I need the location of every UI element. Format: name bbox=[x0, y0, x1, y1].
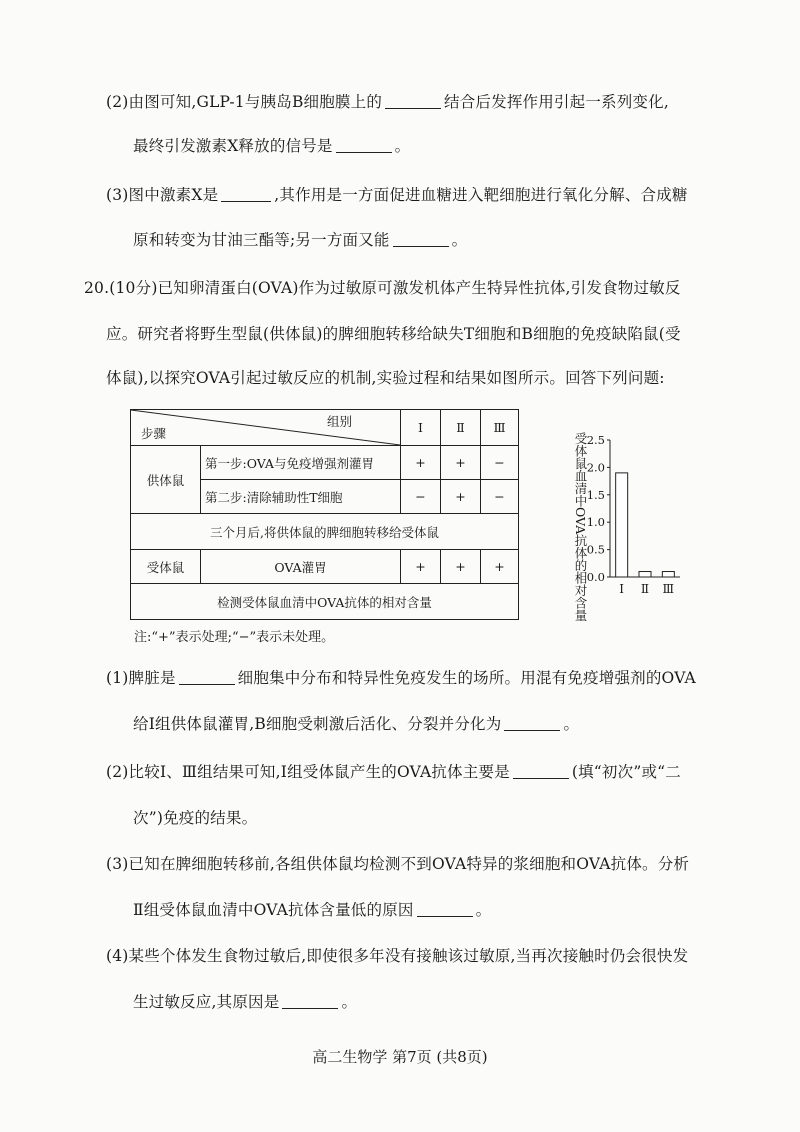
header-step-label: 步骤 bbox=[141, 426, 167, 441]
q20-intro-line2: 应。研究者将野生型鼠(供体鼠)的脾细胞转移给缺失T细胞和B细胞的免疫缺陷鼠(受 bbox=[106, 325, 681, 343]
text: 细胞集中分布和特异性免疫发生的场所。用混有免疫增强剂的OVA bbox=[237, 669, 696, 687]
y-tick-label: 1.5 bbox=[586, 487, 605, 502]
answer-blank[interactable] bbox=[393, 231, 449, 248]
text: 给Ⅰ组供体鼠灌胃,B细胞受刺激后活化、分裂并分化为 bbox=[133, 715, 502, 733]
recipient-mark-2: + bbox=[441, 550, 481, 584]
text: 。 bbox=[394, 137, 411, 155]
answer-blank[interactable] bbox=[221, 186, 271, 203]
step1-mark-1: + bbox=[401, 446, 441, 480]
x-tick-label: Ⅰ bbox=[619, 582, 625, 596]
answer-blank[interactable] bbox=[385, 93, 441, 110]
answer-blank[interactable] bbox=[179, 669, 235, 686]
text: (2)由图可知,GLP-1与胰岛B细胞膜上的 bbox=[106, 93, 383, 111]
answer-blank[interactable] bbox=[282, 993, 338, 1010]
step1-mark-3: − bbox=[481, 446, 519, 480]
answer-blank[interactable] bbox=[417, 901, 473, 918]
x-tick-label: Ⅱ bbox=[640, 582, 650, 596]
text: 。 bbox=[451, 231, 468, 249]
q20-part2-line1 bbox=[106, 760, 681, 782]
text: 。 bbox=[475, 901, 492, 919]
step2-mark-2: + bbox=[441, 480, 481, 514]
text: 。 bbox=[563, 715, 580, 733]
text: (填“初次”或“二 bbox=[571, 763, 681, 781]
text: (3)图中激素X是 bbox=[106, 186, 219, 204]
text: (1)脾脏是 bbox=[106, 669, 176, 687]
answer-blank[interactable] bbox=[336, 137, 392, 154]
text: (2)比较Ⅰ、Ⅲ组结果可知,Ⅰ组受体鼠产生的OVA抗体主要是 bbox=[106, 763, 510, 781]
group-header-3: Ⅲ bbox=[481, 410, 519, 446]
text: 原和转变为甘油三酯等;另一方面又能 bbox=[133, 231, 390, 249]
q20-part4-line2 bbox=[133, 990, 357, 1012]
q20-part3-line2 bbox=[133, 898, 491, 920]
text: ,其作用是一方面促进血糖进入靶细胞进行氧化分解、合成糖 bbox=[274, 186, 688, 204]
group-header-2: Ⅱ bbox=[441, 410, 481, 446]
text: 。 bbox=[341, 993, 358, 1011]
header-group-label: 组别 bbox=[326, 414, 352, 429]
recipient-label: 受体鼠 bbox=[131, 550, 201, 584]
y-tick-label: 2.0 bbox=[586, 460, 605, 475]
y-tick-label: 2.5 bbox=[586, 433, 605, 447]
bar-1 bbox=[616, 473, 628, 577]
step2-mark-1: − bbox=[401, 480, 441, 514]
table-note: 注:“+”表示处理;“−”表示未处理。 bbox=[134, 630, 335, 645]
recipient-step-label: OVA灌胃 bbox=[201, 550, 401, 584]
detect-row: 检测受体鼠血清中OVA抗体的相对含量 bbox=[131, 584, 519, 620]
table-header-diagonal bbox=[131, 410, 401, 446]
q20-part3-line1: (3)已知在脾细胞转移前,各组供体鼠均检测不到OVA特异的浆细胞和OVA抗体。分析 bbox=[106, 855, 690, 873]
step1-label: 第一步:OVA与免疫增强剂灌胃 bbox=[201, 446, 401, 480]
text: 生过敏反应,其原因是 bbox=[133, 993, 280, 1011]
step2-mark-3: − bbox=[481, 480, 519, 514]
q20-part1-line1 bbox=[106, 666, 696, 688]
text: Ⅱ组受体鼠血清中OVA抗体含量低的原因 bbox=[133, 901, 414, 919]
y-tick-label: 1.0 bbox=[586, 515, 605, 530]
q20-intro-line1: 20.(10分)已知卵清蛋白(OVA)作为过敏原可激发机体产生特异性抗体,引发食物过敏反 bbox=[84, 279, 681, 297]
q19-part3-line2 bbox=[133, 228, 467, 250]
answer-blank[interactable] bbox=[513, 763, 569, 780]
group-header-1: Ⅰ bbox=[401, 410, 441, 446]
q20-part1-line2 bbox=[133, 712, 579, 734]
text: 结合后发挥作用引起一系列变化, bbox=[444, 93, 669, 111]
experiment-table bbox=[130, 409, 519, 620]
y-tick-label: 0.5 bbox=[586, 542, 605, 557]
bar-3 bbox=[662, 572, 674, 577]
answer-blank[interactable] bbox=[504, 715, 560, 732]
q20-intro-line3: 体鼠),以探究OVA引起过敏反应的机制,实验过程和结果如图所示。回答下列问题: bbox=[106, 369, 665, 387]
transfer-row: 三个月后,将供体鼠的脾细胞转移给受体鼠 bbox=[131, 514, 519, 550]
x-tick-label: Ⅲ bbox=[662, 582, 675, 596]
q19-part2-line2 bbox=[133, 134, 410, 156]
q20-part2-line2: 次”)免疫的结果。 bbox=[133, 809, 258, 827]
y-tick-label: 0.0 bbox=[586, 570, 605, 584]
step1-mark-2: + bbox=[441, 446, 481, 480]
recipient-mark-1: + bbox=[401, 550, 441, 584]
step2-label: 第二步:清除辅助性T细胞 bbox=[201, 480, 401, 514]
donor-label: 供体鼠 bbox=[131, 446, 201, 514]
q19-part3-line1 bbox=[106, 183, 688, 205]
recipient-mark-3: + bbox=[481, 550, 519, 584]
page-footer: 高二生物学 第7页 (共8页) bbox=[312, 1048, 488, 1066]
bar-2 bbox=[639, 572, 651, 577]
q20-part4-line1: (4)某些个体发生食物过敏后,即使很多年没有接触该过敏原,当再次接触时仍会很快发 bbox=[106, 947, 689, 965]
text: 最终引发激素X释放的信号是 bbox=[133, 137, 333, 155]
chart-y-axis-title: 受体鼠血清中OVA抗体的相对含量 bbox=[573, 432, 588, 622]
antibody-bar-chart bbox=[548, 430, 698, 610]
q19-part2-line1 bbox=[106, 90, 669, 112]
